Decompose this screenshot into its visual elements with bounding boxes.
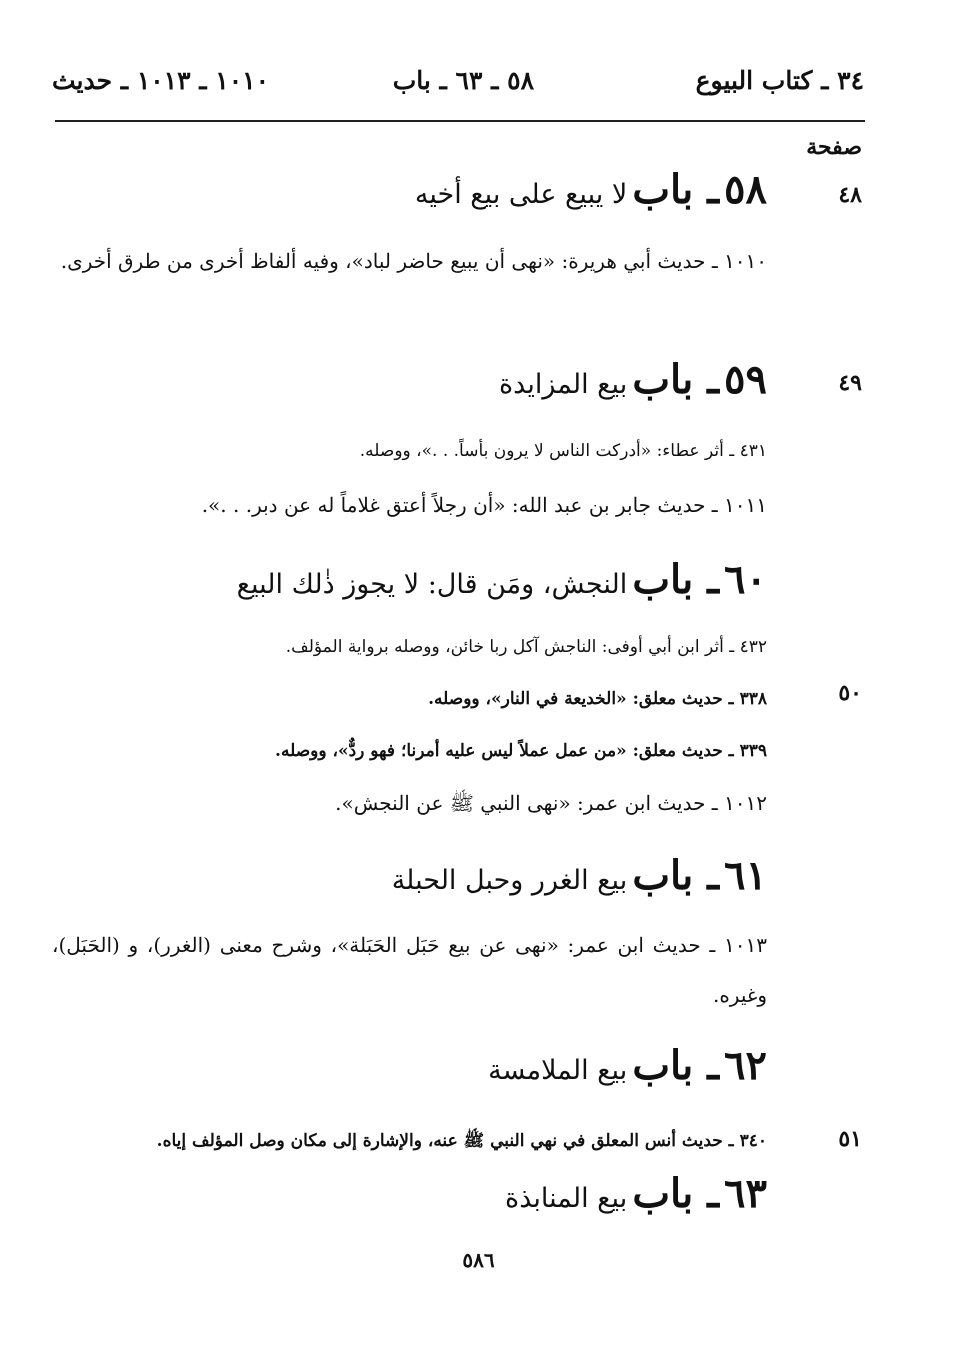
header-rule <box>55 120 865 122</box>
entry: ٤٣٢ ـ أثر ابن أبي أوفى: الناجش آكل ربا خائن، ووصله برواية المؤلف. <box>285 637 767 657</box>
section-number: ٦١ <box>724 852 767 899</box>
section-title: النجش، ومَن قال: لا يجوز ذٰلك البيع <box>236 569 628 600</box>
section-page-number: ٤٨ <box>838 182 862 208</box>
section-bab: ـ باب <box>632 852 719 899</box>
running-head <box>52 66 864 106</box>
entry: ١٠١١ ـ حديث جابر بن عبد الله: «أن رجلاً أعتق غلاماً له عن دبر. . .». <box>201 493 767 517</box>
section-number: ٦٠ <box>724 556 767 603</box>
section-bab: ـ باب <box>632 1170 719 1217</box>
section-title: بيع الغرر وحبل الحبلة <box>391 865 628 896</box>
entry: ١٠١٣ ـ حديث ابن عمر: «نهى عن بيع حَبَل الحَبَلة»، وشرح معنى (الغرر)، و (الحَبَل)، وغيره. <box>52 933 767 1007</box>
page-folio: ٥٨٦ <box>462 1248 495 1272</box>
section-heading <box>488 1042 767 1089</box>
entry: ٣٣٨ ـ حديث معلق: «الخديعة في النار»، ووصله. <box>428 689 767 709</box>
section-number: ٥٨ <box>724 166 767 213</box>
section-page-number: ٤٩ <box>838 370 862 396</box>
section-title: بيع الملامسة <box>488 1055 628 1086</box>
entry-page-number: ٥١ <box>838 1126 862 1152</box>
section-number: ٦٢ <box>724 1042 767 1089</box>
section-bab: ـ باب <box>632 166 719 213</box>
section-heading <box>237 556 767 603</box>
section-title: بيع المزايدة <box>499 369 628 400</box>
running-head-chapters: ٥٨ ـ ٦٣ ـ باب <box>392 66 534 95</box>
section-heading <box>415 166 767 213</box>
section-bab: ـ باب <box>632 556 719 603</box>
section-title: بيع المنابذة <box>505 1183 628 1214</box>
page-column-label: صفحة <box>806 134 862 160</box>
entry: ٤٣١ ـ أثر عطاء: «أدركت الناس لا يرون بأساً. . .»، ووصله. <box>359 441 767 461</box>
section-heading <box>499 356 767 403</box>
entry: ٣٤٠ ـ حديث أنس المعلق في نهي النبي ﷺ عنه، والإشارة إلى مكان وصل المؤلف إياه. <box>156 1131 767 1151</box>
running-head-hadith-range: ١٠١٠ ـ ١٠١٣ ـ حديث <box>52 66 269 95</box>
section-heading <box>392 852 767 899</box>
section-bab: ـ باب <box>632 1042 719 1089</box>
section-heading <box>505 1170 767 1217</box>
entry: ٣٣٩ ـ حديث معلق: «من عمل عملاً ليس عليه أمرنا؛ فهو ردٌّ»، ووصله. <box>275 741 767 761</box>
entry: ١٠١٠ ـ حديث أبي هريرة: «نهى أن يبيع حاضر لباد»، وفيه ألفاظ أخرى من طرق أخرى. <box>60 249 767 273</box>
entry: ١٠١٢ ـ حديث ابن عمر: «نهى النبي ﷺ عن النجش». <box>335 791 767 815</box>
section-title: لا يبيع على بيع أخيه <box>414 179 628 210</box>
entry-page-number: ٥٠ <box>838 680 862 706</box>
section-bab: ـ باب <box>632 356 719 403</box>
running-head-book: ٣٤ ـ كتاب البيوع <box>695 66 864 95</box>
section-number: ٥٩ <box>724 356 767 403</box>
section-number: ٦٣ <box>724 1170 767 1217</box>
